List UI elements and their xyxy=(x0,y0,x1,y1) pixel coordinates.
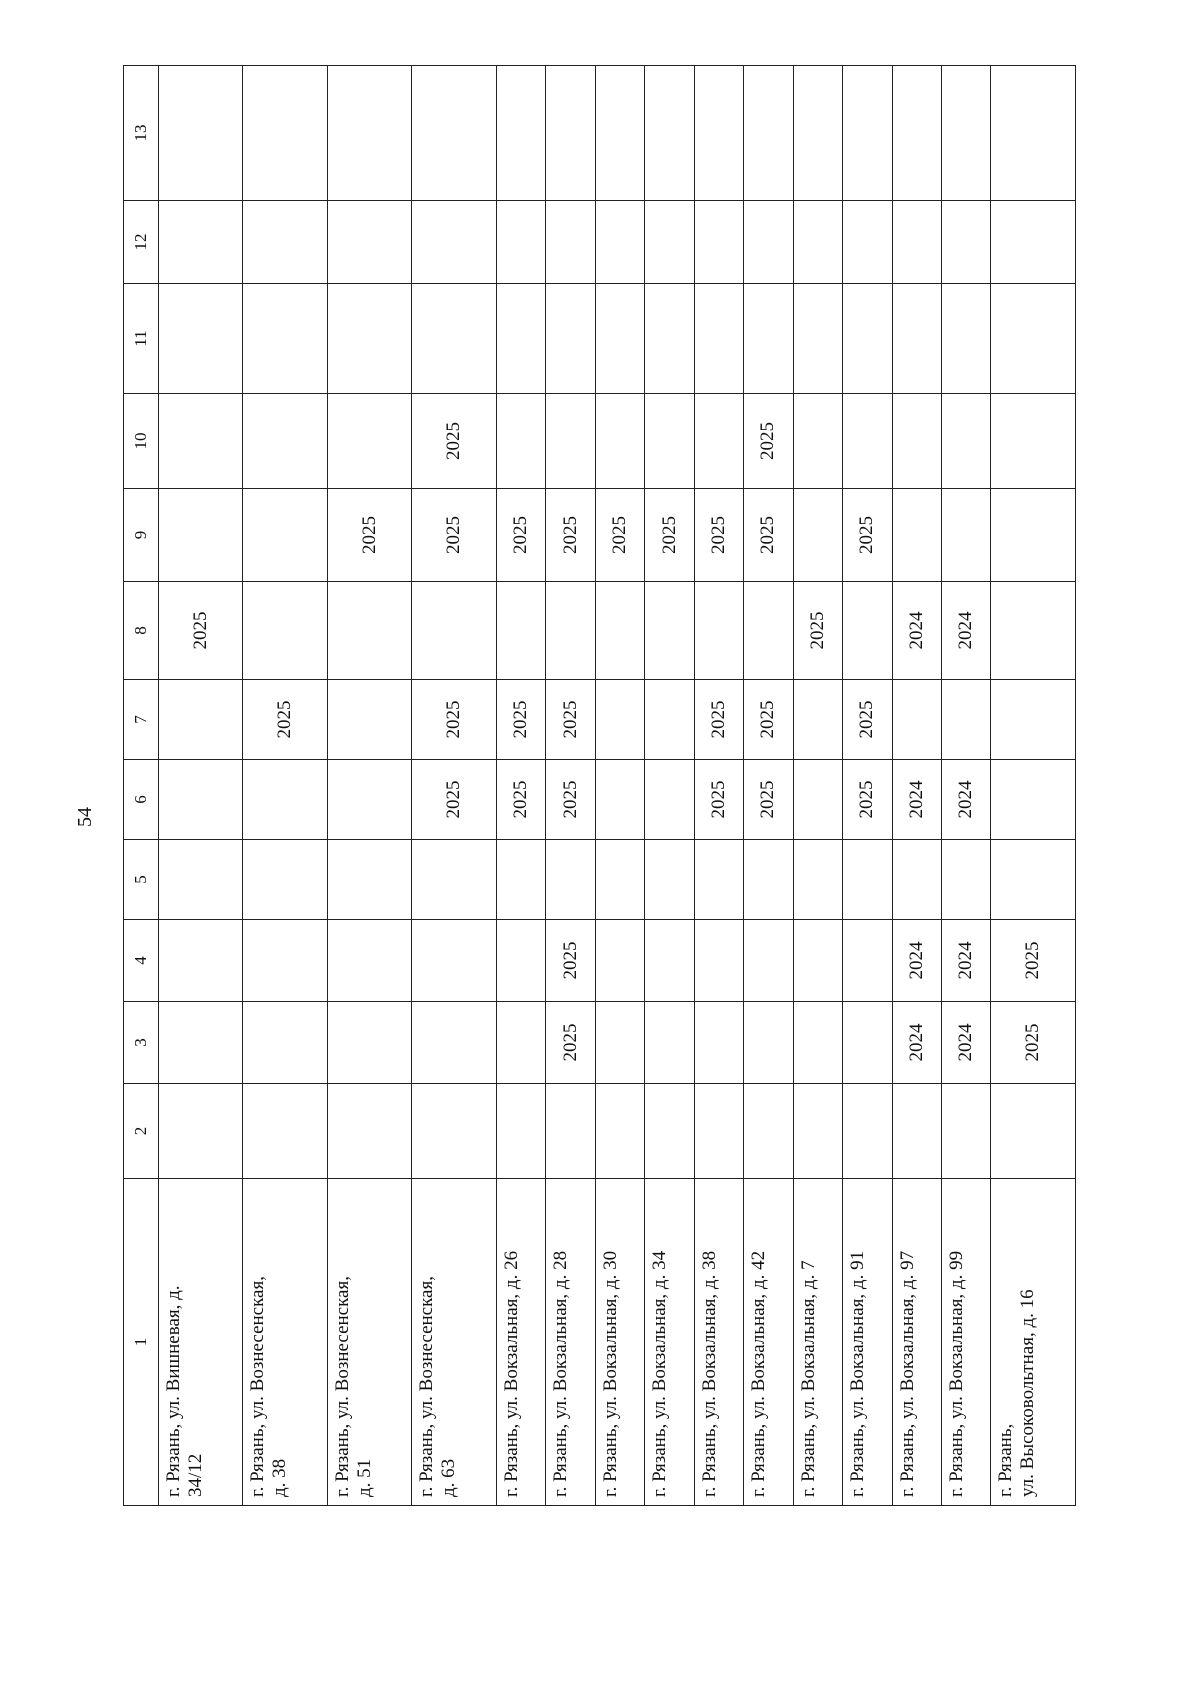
address-line: д. 51 xyxy=(353,1458,375,1497)
address-line: г. Рязань, ул. Вокзальная, д. 99 xyxy=(945,1250,967,1497)
address-line: г. Рязань, ул. Вокзальная, д. 42 xyxy=(748,1250,770,1497)
year-cell xyxy=(243,66,327,201)
year-cell: 2025 xyxy=(496,489,545,582)
year-cell xyxy=(159,489,243,582)
year-cell xyxy=(595,394,644,489)
address-line: ул. Высоковольтная, д. 16 xyxy=(1017,1289,1039,1497)
address-cell xyxy=(694,1179,743,1506)
year-cell xyxy=(496,201,545,284)
year-cell xyxy=(243,760,327,840)
year-cell xyxy=(412,920,496,1002)
year-cell: 2025 xyxy=(694,489,743,582)
year-cell: 2025 xyxy=(843,760,892,840)
year-cell: 2025 xyxy=(412,760,496,840)
year-cell xyxy=(327,394,411,489)
year-cell xyxy=(793,760,842,840)
year-cell xyxy=(412,582,496,680)
year-cell: 2025 xyxy=(243,680,327,760)
year-cell xyxy=(159,1002,243,1084)
table-row xyxy=(843,66,892,1506)
year-cell xyxy=(546,1084,595,1179)
year-cell xyxy=(793,394,842,489)
year-cell xyxy=(941,840,990,920)
address-line: 34/12 xyxy=(184,1453,206,1497)
address-cell xyxy=(941,1179,990,1506)
year-cell xyxy=(595,760,644,840)
year-cell xyxy=(793,920,842,1002)
year-cell: 2025 xyxy=(327,489,411,582)
year-cell xyxy=(159,840,243,920)
year-cell xyxy=(546,840,595,920)
year-cell xyxy=(744,920,793,1002)
year-cell xyxy=(843,66,892,201)
year-cell xyxy=(892,201,941,284)
year-cell xyxy=(159,680,243,760)
year-cell: 2024 xyxy=(941,760,990,840)
year-cell xyxy=(496,284,545,394)
table-row xyxy=(496,66,545,1506)
year-cell: 2025 xyxy=(744,680,793,760)
address-cell xyxy=(243,1179,327,1506)
year-cell xyxy=(546,284,595,394)
year-cell: 2024 xyxy=(892,582,941,680)
year-cell xyxy=(694,394,743,489)
year-cell xyxy=(843,284,892,394)
year-cell xyxy=(991,582,1076,680)
column-header-12: 12 xyxy=(124,201,159,284)
year-cell xyxy=(243,284,327,394)
year-cell xyxy=(412,66,496,201)
year-cell xyxy=(496,66,545,201)
year-cell xyxy=(991,66,1076,201)
year-cell: 2024 xyxy=(892,920,941,1002)
address-cell xyxy=(744,1179,793,1506)
year-cell xyxy=(744,840,793,920)
year-cell xyxy=(496,1084,545,1179)
year-cell: 2025 xyxy=(159,582,243,680)
year-cell xyxy=(645,284,694,394)
year-cell xyxy=(694,582,743,680)
table-row xyxy=(159,66,243,1506)
year-cell xyxy=(412,1084,496,1179)
address-line: г. Рязань, ул. Вокзальная, д. 28 xyxy=(550,1250,572,1497)
address-cell xyxy=(892,1179,941,1506)
year-cell xyxy=(412,201,496,284)
year-cell xyxy=(546,201,595,284)
year-cell xyxy=(744,582,793,680)
year-cell xyxy=(496,840,545,920)
year-cell xyxy=(159,1084,243,1179)
year-cell xyxy=(412,284,496,394)
table-row xyxy=(941,66,990,1506)
year-cell: 2025 xyxy=(694,760,743,840)
table-header xyxy=(124,66,159,1506)
table-row xyxy=(793,66,842,1506)
year-cell xyxy=(793,489,842,582)
year-cell xyxy=(159,284,243,394)
year-cell xyxy=(327,680,411,760)
address-cell xyxy=(412,1179,496,1506)
year-cell xyxy=(243,582,327,680)
column-header-1: 1 xyxy=(124,1179,159,1506)
year-cell xyxy=(159,66,243,201)
address-cell xyxy=(595,1179,644,1506)
year-cell xyxy=(793,201,842,284)
column-header-2: 2 xyxy=(124,1084,159,1179)
column-header-13: 13 xyxy=(124,66,159,201)
year-cell xyxy=(595,840,644,920)
year-cell xyxy=(327,582,411,680)
year-cell xyxy=(546,582,595,680)
year-cell xyxy=(793,284,842,394)
year-cell: 2025 xyxy=(496,680,545,760)
column-header-6: 6 xyxy=(124,760,159,840)
year-cell: 2025 xyxy=(694,680,743,760)
year-cell xyxy=(496,394,545,489)
address-line: г. Рязань, ул. Вознесенская, xyxy=(331,1276,353,1497)
year-cell xyxy=(892,66,941,201)
address-line: г. Рязань, ул. Вокзальная, д. 7 xyxy=(797,1260,819,1497)
year-cell xyxy=(595,1002,644,1084)
table-row xyxy=(744,66,793,1506)
address-line: г. Рязань, ул. Вокзальная, д. 30 xyxy=(599,1250,621,1497)
column-header-11: 11 xyxy=(124,284,159,394)
year-cell xyxy=(327,201,411,284)
column-header-9: 9 xyxy=(124,489,159,582)
year-cell xyxy=(159,920,243,1002)
table-row xyxy=(645,66,694,1506)
year-cell xyxy=(546,66,595,201)
year-cell xyxy=(694,1084,743,1179)
address-line: г. Рязань, ул. Вознесенская, xyxy=(416,1276,438,1497)
column-header-4: 4 xyxy=(124,920,159,1002)
year-cell xyxy=(645,920,694,1002)
year-cell: 2025 xyxy=(546,489,595,582)
address-line: г. Рязань, ул. Вокзальная, д. 38 xyxy=(698,1250,720,1497)
year-cell xyxy=(327,920,411,1002)
year-cell xyxy=(744,201,793,284)
year-cell xyxy=(645,840,694,920)
table-row xyxy=(546,66,595,1506)
address-cell xyxy=(159,1179,243,1506)
year-cell xyxy=(243,920,327,1002)
column-header-7: 7 xyxy=(124,680,159,760)
year-cell xyxy=(941,201,990,284)
address-line: д. 63 xyxy=(438,1458,460,1497)
year-cell xyxy=(645,760,694,840)
year-cell: 2024 xyxy=(892,760,941,840)
year-cell xyxy=(941,680,990,760)
address-cell xyxy=(496,1179,545,1506)
address-line: г. Рязань, xyxy=(995,1423,1017,1497)
address-line: г. Рязань, ул. Вишневая, д. xyxy=(163,1285,184,1497)
year-cell: 2025 xyxy=(793,582,842,680)
year-cell xyxy=(595,582,644,680)
table-body xyxy=(159,66,1076,1506)
year-cell xyxy=(793,1002,842,1084)
year-cell xyxy=(645,201,694,284)
year-cell: 2025 xyxy=(595,489,644,582)
year-cell xyxy=(892,394,941,489)
year-cell: 2025 xyxy=(843,680,892,760)
year-cell xyxy=(243,489,327,582)
year-cell xyxy=(159,201,243,284)
year-cell xyxy=(645,582,694,680)
year-cell xyxy=(892,489,941,582)
table-row xyxy=(412,66,496,1506)
year-cell xyxy=(941,394,990,489)
table-row xyxy=(694,66,743,1506)
header-row xyxy=(124,66,159,1506)
year-cell xyxy=(991,840,1076,920)
year-cell: 2024 xyxy=(892,1002,941,1084)
year-cell xyxy=(243,840,327,920)
year-cell xyxy=(327,284,411,394)
year-cell xyxy=(744,284,793,394)
year-cell xyxy=(595,680,644,760)
year-cell xyxy=(744,1084,793,1179)
table-row xyxy=(991,66,1076,1506)
year-cell xyxy=(243,1002,327,1084)
year-cell xyxy=(694,66,743,201)
year-cell xyxy=(694,920,743,1002)
address-cell xyxy=(546,1179,595,1506)
year-cell xyxy=(595,920,644,1002)
column-header-10: 10 xyxy=(124,394,159,489)
year-cell xyxy=(645,1002,694,1084)
year-cell xyxy=(327,760,411,840)
year-cell xyxy=(843,1002,892,1084)
year-cell xyxy=(327,1002,411,1084)
year-cell xyxy=(546,394,595,489)
year-cell xyxy=(892,680,941,760)
year-cell xyxy=(843,201,892,284)
year-cell xyxy=(793,66,842,201)
year-cell xyxy=(243,201,327,284)
year-cell: 2025 xyxy=(546,920,595,1002)
year-cell xyxy=(496,582,545,680)
year-cell xyxy=(694,840,743,920)
column-header-5: 5 xyxy=(124,840,159,920)
year-cell xyxy=(892,284,941,394)
year-cell xyxy=(327,840,411,920)
year-cell xyxy=(793,1084,842,1179)
year-cell xyxy=(991,394,1076,489)
year-cell xyxy=(645,66,694,201)
year-cell xyxy=(941,284,990,394)
year-cell xyxy=(645,394,694,489)
year-cell xyxy=(327,66,411,201)
year-cell xyxy=(159,394,243,489)
year-cell xyxy=(694,1002,743,1084)
year-cell xyxy=(793,680,842,760)
address-cell xyxy=(645,1179,694,1506)
table-row xyxy=(243,66,327,1506)
address-line: г. Рязань, ул. Вознесенская, xyxy=(247,1276,269,1497)
year-cell xyxy=(843,920,892,1002)
year-cell: 2025 xyxy=(412,394,496,489)
year-cell xyxy=(991,1084,1076,1179)
year-cell xyxy=(595,1084,644,1179)
year-cell xyxy=(595,66,644,201)
year-cell xyxy=(892,840,941,920)
table-row xyxy=(327,66,411,1506)
year-cell xyxy=(595,284,644,394)
address-cell xyxy=(327,1179,411,1506)
year-cell xyxy=(744,66,793,201)
year-cell xyxy=(243,394,327,489)
year-cell xyxy=(327,1084,411,1179)
schedule-table-rotated xyxy=(123,66,1076,1506)
year-cell xyxy=(941,489,990,582)
address-line: г. Рязань, ул. Вокзальная, д. 34 xyxy=(649,1250,671,1497)
column-header-3: 3 xyxy=(124,1002,159,1084)
year-cell xyxy=(645,1084,694,1179)
year-cell: 2024 xyxy=(941,920,990,1002)
year-cell xyxy=(843,394,892,489)
year-cell: 2025 xyxy=(412,489,496,582)
year-cell: 2025 xyxy=(412,680,496,760)
year-cell: 2024 xyxy=(941,582,990,680)
year-cell: 2025 xyxy=(991,920,1076,1002)
year-cell xyxy=(843,1084,892,1179)
year-cell xyxy=(843,840,892,920)
year-cell xyxy=(941,1084,990,1179)
year-cell: 2025 xyxy=(546,1002,595,1084)
year-cell xyxy=(991,201,1076,284)
year-cell: 2025 xyxy=(744,489,793,582)
year-cell: 2025 xyxy=(645,489,694,582)
year-cell xyxy=(159,760,243,840)
year-cell xyxy=(991,284,1076,394)
year-cell xyxy=(412,840,496,920)
address-cell xyxy=(793,1179,842,1506)
column-header-8: 8 xyxy=(124,582,159,680)
year-cell xyxy=(694,201,743,284)
schedule-table xyxy=(123,65,1076,1506)
page-number: 54 xyxy=(73,807,96,827)
address-line: г. Рязань, ул. Вокзальная, д. 26 xyxy=(500,1250,522,1497)
table-row xyxy=(595,66,644,1506)
address-line: г. Рязань, ул. Вокзальная, д. 97 xyxy=(896,1250,918,1497)
year-cell: 2024 xyxy=(941,1002,990,1084)
year-cell xyxy=(843,582,892,680)
year-cell xyxy=(991,760,1076,840)
year-cell xyxy=(991,680,1076,760)
year-cell xyxy=(694,284,743,394)
address-cell xyxy=(843,1179,892,1506)
year-cell xyxy=(991,489,1076,582)
year-cell xyxy=(892,1084,941,1179)
year-cell: 2025 xyxy=(744,394,793,489)
year-cell: 2025 xyxy=(744,760,793,840)
year-cell xyxy=(243,1084,327,1179)
year-cell xyxy=(496,920,545,1002)
year-cell xyxy=(645,680,694,760)
year-cell: 2025 xyxy=(991,1002,1076,1084)
year-cell xyxy=(793,840,842,920)
year-cell xyxy=(412,1002,496,1084)
address-line: г. Рязань, ул. Вокзальная, д. 91 xyxy=(847,1250,869,1497)
year-cell: 2025 xyxy=(546,680,595,760)
year-cell xyxy=(941,66,990,201)
year-cell: 2025 xyxy=(843,489,892,582)
table-row xyxy=(892,66,941,1506)
year-cell: 2025 xyxy=(496,760,545,840)
year-cell xyxy=(595,201,644,284)
year-cell: 2025 xyxy=(546,760,595,840)
year-cell xyxy=(744,1002,793,1084)
address-cell xyxy=(991,1179,1076,1506)
year-cell xyxy=(496,1002,545,1084)
address-line: д. 38 xyxy=(269,1458,291,1497)
